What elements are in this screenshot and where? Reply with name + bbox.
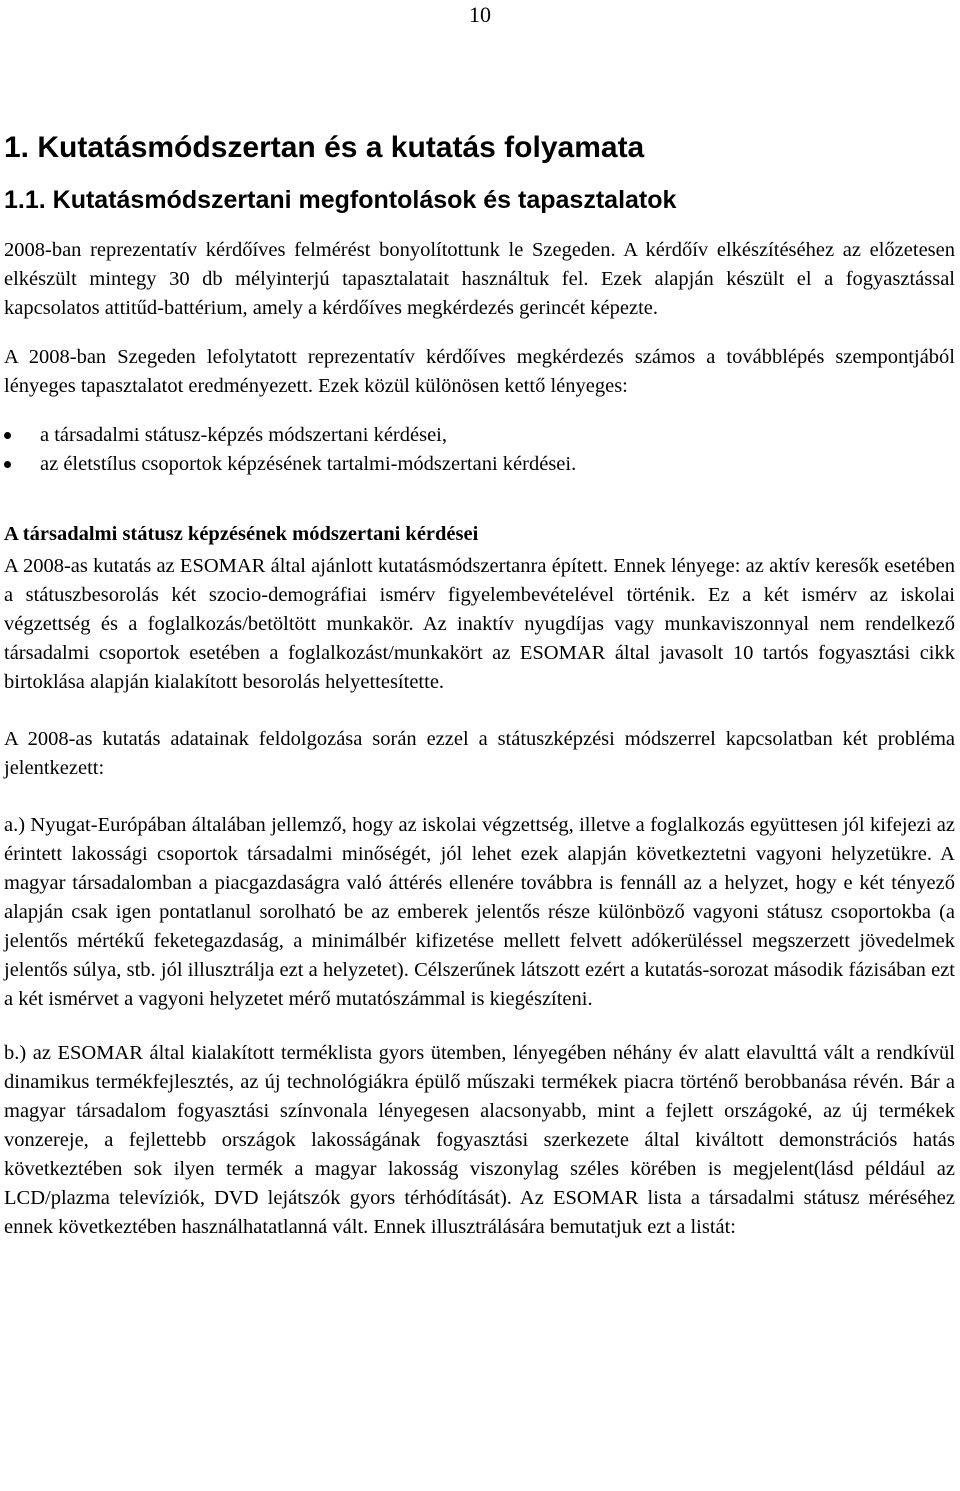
chapter-heading: 1. Kutatásmódszertan és a kutatás folyamata — [4, 131, 645, 164]
document-body — [4, 128, 955, 1242]
section-heading: 1.1. Kutatásmódszertani megfontolások és tapasztalatok — [4, 186, 677, 214]
paragraph-problems: A 2008-as kutatás adatainak feldolgozása során ezzel a státuszképzési módszerrel kapcsolatban két probléma jelentkezett: — [4, 728, 955, 779]
bullet-icon — [4, 432, 11, 439]
paragraph-problem-a: a.) Nyugat-Európában általában jellemző, hogy az iskolai végzettség, illetve a foglalkozás együttesen jól kifejezi az érintett lakossági csoportok társadalmi minőségét, jól lehet ezek alapján következtetni vagyoni helyzetükre. A magyar társadalomban a piacgazdaságra való áttérés ellenére továbbra is fennáll az a helyzet, hogy e két tényező alapján csak igen pontatlanul sorolható be az emberek jelentős része különböző vagyoni státusz csoportokba (a jelentős mértékű feketegazdaság, a minimálbér kifizetése mellett felvett adókerüléssel megszerzett jövedelmek jelentős súlya, stb. jól illusztrálja ezt a helyzetet). Célszerűnek látszott ezért a kutatás-sorozat második fázisában ezt a két ismérvet a vagyoni helyzetet mérő mutatószámmal is kiegészíteni. — [4, 814, 955, 1010]
list-item-text: az életstílus csoportok képzésének tartalmi-módszertani kérdései. — [40, 453, 577, 475]
paragraph-intro: 2008-ban reprezentatív kérdőíves felmérést bonyolítottunk le Szegeden. A kérdőív elkészítéséhez az előzetesen elkészült mintegy 30 db mélyinterjú tapasztalatait használtuk fel. Ezek alapján készült el a fogyasztással kapcsolatos attitűd-battérium, amely a kérdőíves megkérdezés gerincét képezte. — [4, 239, 955, 319]
paragraph-problem-b: b.) az ESOMAR által kialakított terméklista gyors ütemben, lényegében néhány év alatt elavulttá vált a rendkívül dinamikus termékfejlesztés, az új technológiákra épülő műszaki termékek piacra történő berobbanása révén. Bár a magyar társadalom fogyasztási színvonala lényegesen alacsonyabb, mint a fejlett országoké, az új termékek vonzereje, a fejlettebb országok lakosságának fogyasztási szerkezete által kiváltott demonstrációs hatás következtében sok ilyen termék a magyar lakosság viszonylag széles körében is megjelent(lásd például az LCD/plazma televíziók, DVD lejátszók gyors térhódítását). Az ESOMAR lista a társadalmi státusz méréséhez ennek következtében használhatatlanná vált. Ennek illusztrálására bemutatjuk ezt a listát: — [4, 1042, 955, 1238]
list-item — [4, 450, 955, 479]
bullet-list — [4, 421, 955, 479]
list-item — [4, 421, 955, 450]
paragraph-esomar-method: A 2008-as kutatás az ESOMAR által ajánlott kutatásmódszertanra épített. Ennek lényege: az aktív keresők esetében a státuszbesorolás két szocio-demográfiai ismérv figyelembevételével történik. Ez a két ismérv az iskolai végzettség és a foglalkozás/betöltött munkakör. Az inaktív nyugdíjas vagy munkaviszonnyal nem rendelkező társadalmi csoportok esetében a foglalkozást/munkakört az ESOMAR által javasolt 10 tartós fogyasztási cikk birtoklása alapján kialakított besorolás helyettesítette. — [4, 555, 955, 693]
list-item-text: a társadalmi státusz-képzés módszertani kérdései, — [40, 424, 447, 446]
bullet-icon — [4, 461, 11, 468]
subsection-heading: A társadalmi státusz képzésének módszertani kérdései — [4, 523, 479, 545]
paragraph-experiences: A 2008-ban Szegeden lefolytatott reprezentatív kérdőíves megkérdezés számos a továbblépés szempontjából lényeges tapasztalatot eredményezett. Ezek közül különösen kettő lényeges: — [4, 346, 955, 397]
page-number: 10 — [469, 2, 491, 27]
